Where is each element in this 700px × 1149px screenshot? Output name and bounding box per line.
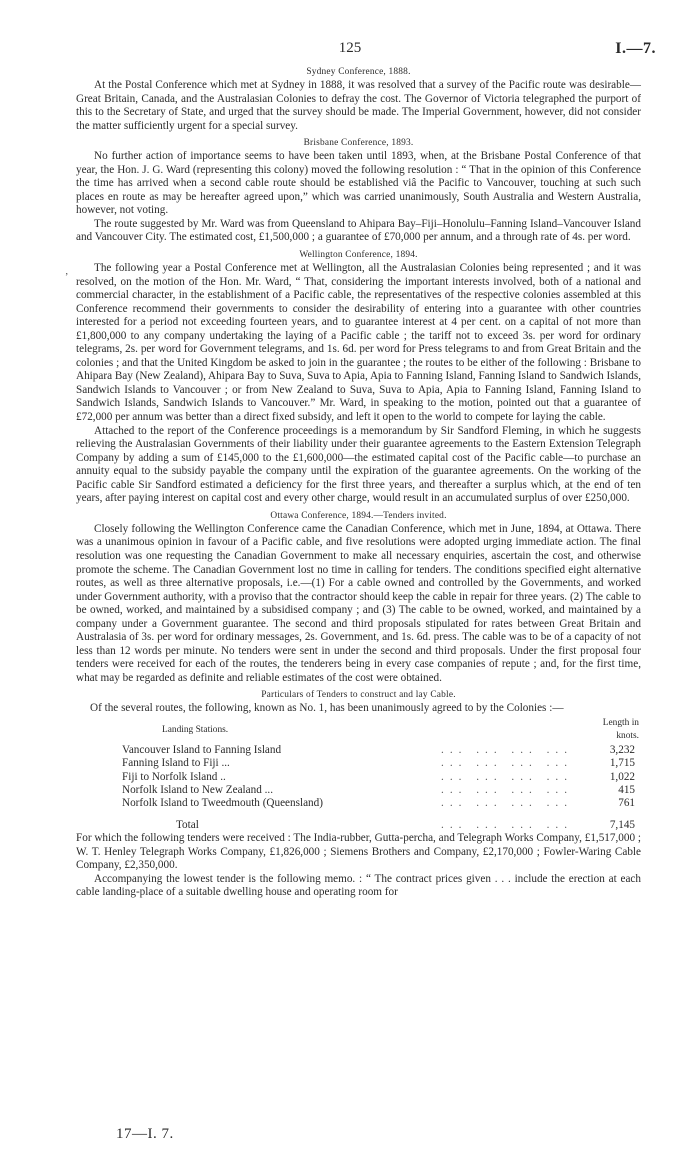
leader-dots: ... ... ... ... (441, 770, 573, 783)
station-cell: Norfolk Island to Tweedmouth (Queensland) (122, 797, 323, 810)
table-row (76, 757, 641, 770)
leader-dots: ... ... ... ... (441, 797, 573, 810)
leader-dots: ... ... ... ... (441, 784, 573, 796)
leader-dots: ... ... ... ... (441, 818, 573, 831)
paragraph-wellington-1: The following year a Postal Conference met at Wellington, all the Australasian Colonies being represented ; and it was resolved, on the motion of the Hon. Mr. Ward, “ That, considering the important interests involved, both of a national and commercial character, in the establishment of a Pacific cable, the representatives of the respective colonies assembled at this Conference recommend their governments to consider the desirability of entering into a guarantee with other countries interested for a period not exceeding fourteen years, and to guarantee interest at 4 per cent. on a capital of not more than £1,800,000 to any company undertaking the laying of a Pacific cable ; the tariff not to exceed 3s. per word for ordinary telegrams, 2s. per word for Government telegrams, and 1s. 6d. per word for Press telegrams to and from Great Britain and the colonies ; and that the United Kingdom be asked to join in the guarantee ; the routes to be either of the following : Brisbane to Ahipara Bay (New Zealand), Ahipara Bay to Suva, Suva to Apia, Apia to Fanning Island, Fanning Island to Sandwich Islands, Sandwich Islands to Vancouver ; or from New Zealand to Suva, Suva to Apia, Apia to Fanning Island, Fanning Island to Sandwich Islands, Sandwich Islands to Vancouver.” Mr. Ward, in speaking to the motion, pointed out that a guarantee of £72,000 per annum was better than a direct fixed subsidy, and left it open to the world to compete for laying the cable. (76, 262, 641, 424)
section-title-sydney: Sydney Conference, 1888. (306, 67, 411, 77)
station-cell: Norfolk Island to New Zealand ... (122, 784, 273, 796)
table-total-row (76, 811, 641, 832)
page-header (0, 40, 700, 62)
section-title-wellington: Wellington Conference, 1894. (299, 250, 418, 261)
knots-cell: 1,715 (609, 757, 635, 770)
paragraph-brisbane-1: No further action of importance seems to have been taken until 1893, when, at the Brisbane Postal Conference of that year, the Hon. J. G. Ward (representing this colony) moved the following resolution : “ That in the opinion of this Conference the time has arrived when a second cable route should be established viâ the Pacific to Vancouver, touching at such such places en route as may be hereafter agreed upon,” which was carried unanimously, South Australia and Western Australia, however, not voting. (76, 150, 641, 217)
paragraph-brisbane-2: The route suggested by Mr. Ward was from Queensland to Ahipara Bay–Fiji–Honolulu–Fanning Island–Vancouver Island and Vancouver City. The estimated cost, £1,500,000 ; a guarantee of £70,000 per annum, and a through rate of 4s. per word. (76, 217, 641, 244)
paragraph-tenders-received: For which the following tenders were received : The India-rubber, Gutta-percha, and Telegraph Works Company, £1,517,000 ; W. T. Henley Telegraph Works Company, £1,826,000 ; Siemens Brothers and Company, £2,170,000 ; Fowler-Waring Cable Company, £2,350,000. (76, 832, 641, 872)
station-cell: Fanning Island to Fiji ... (122, 757, 230, 770)
table-row (76, 784, 641, 797)
table-header-row (76, 717, 641, 744)
table-row (76, 797, 641, 810)
column-header-length: Length in knots. (602, 717, 639, 742)
knots-cell: 1,022 (609, 770, 635, 783)
paragraph-memo: Accompanying the lowest tender is the following memo. : “ The contract prices given . . . include the erection at each cable landing-place of a suitable dwelling house and operating room for (76, 872, 641, 899)
knots-cell: 3,232 (609, 743, 635, 756)
paragraph-tenders-intro: Of the several routes, the following, known as No. 1, has been unanimously agreed to by the Colonies :— (90, 702, 564, 715)
margin-mark: ’ (65, 272, 69, 283)
table-row (76, 771, 641, 784)
paragraph-sydney-1: At the Postal Conference which met at Sydney in 1888, it was resolved that a survey of the Pacific route was desirable—Great Britain, Canada, and the Australasian Colonies to defray the cost. The Governor of Victoria telegraphed the purport of this to the Secretary of State, and urged that the survey should be made. The Imperial Government, however, did not consider the matter sufficiently urgent for a special survey. (76, 79, 641, 132)
page-number: 125 (338, 40, 362, 56)
section-title-brisbane: Brisbane Conference, 1893. (303, 138, 414, 149)
paragraph-ottawa-1: Closely following the Wellington Conference came the Canadian Conference, which met in June, 1894, at Ottawa. There was a unanimous opinion in favour of a Pacific cable, and five resolutions were adopted urging immediate action. The final resolution was one requesting the Canadian Government to make all necessary enquiries, ascertain the cost, and otherwise promote the scheme. The Canadian Government lost no time in calling for tenders. The conditions specified eight alternative routes, as well as three alternative proposals, i.e.—(1) For a cable owned and controlled by the Governments, and worked under Government authority, with a proviso that the contractor should keep the cable in repair for three years. (2) The cable to be owned, worked, and maintained by a subsidised company ; and (3) The cable to be owned, worked, and maintained by a company under a Government guarantee. The second and third proposals stipulated for rates between Great Britain and Australasia of 3s. per word for ordinary messages, 2s. Government, and 1s. 6d. press. The cable was to be of a capacity of not less than 12 words per minute. No tenders were sent in under the second and third proposals. Under the first proposal four tenders were received for each of the routes, the tenderers being in every case companies of repute ; and, for the first time, what may be regarded as definite and reliable estimates of the cost were obtained. (76, 522, 641, 684)
station-cell: Vancouver Island to Fanning Island (122, 743, 282, 756)
section-title-tenders: Particulars of Tenders to construct and lay Cable. (261, 690, 456, 701)
total-label: Total (176, 818, 199, 831)
signature-mark: 17—I. 7. (116, 1126, 174, 1142)
column-header-stations: Landing Stations. (162, 724, 229, 735)
knots-cell: 415 (618, 784, 635, 796)
leader-dots: ... ... ... ... (441, 757, 573, 770)
table-row (76, 744, 641, 757)
page-body (76, 62, 641, 900)
station-cell: Fiji to Norfolk Island .. (122, 770, 226, 783)
knots-cell: 761 (618, 797, 635, 810)
paragraph-wellington-2: Attached to the report of the Conference proceedings is a memorandum by Sir Sandford Fleming, in which he suggests relieving the Australasian Governments of their liability under their guarantee agreements to the Eastern Extension Telegraph Company by adding a sum of £145,000 to the £1,600,000—the estimated capital cost of the Pacific cable—to purchase an annuity equal to the subsidy payable the company until the expiration of the guarantee agreements. On the working of the Pacific cable Sir Sandford estimated a deficiency for the first three years, and thereafter a surplus which, at the end of ten years, after paying interest on capital cost and every other charge, would result in an accumulated surplus of over £250,000. (76, 424, 641, 505)
total-knots: 7,145 (609, 818, 635, 831)
leader-dots: ... ... ... ... (441, 743, 573, 756)
landing-stations-table (76, 717, 641, 832)
section-title-ottawa: Ottawa Conference, 1894.—Tenders invited. (270, 510, 447, 521)
document-reference: I.—7. (615, 40, 656, 57)
